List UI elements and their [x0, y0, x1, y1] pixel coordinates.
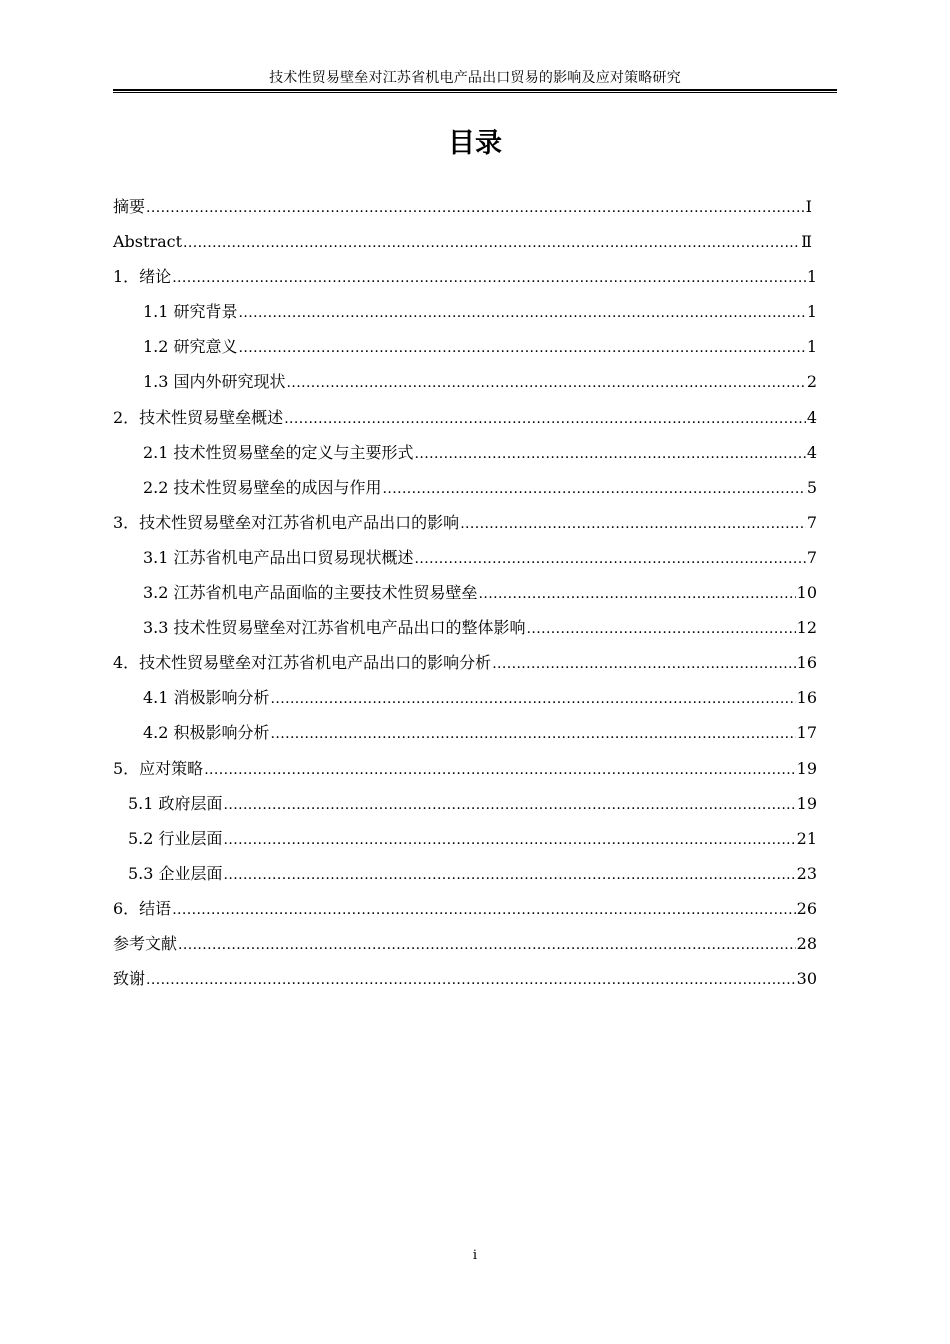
toc-entry-page: Ⅰ	[805, 197, 812, 216]
toc-entry-label: 1.3 国内外研究现状	[143, 372, 286, 392]
toc-entry-label: 5.2 行业层面	[128, 828, 223, 848]
toc-dot-leader	[239, 331, 806, 366]
toc-dot-leader	[527, 612, 796, 647]
toc-entry-page: 26	[796, 898, 817, 918]
toc-entry-page: 23	[796, 863, 817, 883]
running-header: 技术性贸易壁垒对江苏省机电产品出口贸易的影响及应对策略研究	[269, 70, 681, 86]
toc-entry-label: 4．技术性贸易壁垒对江苏省机电产品出口的影响分析	[113, 653, 492, 673]
toc-entry-page: 7	[806, 512, 817, 532]
toc-entry-label: 3．技术性贸易壁垒对江苏省机电产品出口的影响	[113, 512, 460, 532]
toc-entry[interactable]	[113, 294, 817, 329]
toc-entry-label: Abstract	[113, 232, 183, 252]
toc-entry-label: 4.1 消极影响分析	[143, 688, 270, 708]
toc-dot-leader	[383, 472, 806, 507]
toc-entry[interactable]	[113, 715, 817, 750]
toc-entry-page: 4	[806, 442, 817, 462]
toc-entry-label: 参考文献	[113, 933, 178, 953]
toc-entry-page: 1	[806, 302, 817, 322]
toc-entry-label: 5.1 政府层面	[128, 793, 223, 813]
toc-entry[interactable]	[113, 926, 817, 961]
toc-entry-page: 16	[796, 653, 817, 673]
toc-entry-label: 2．技术性贸易壁垒概述	[113, 407, 284, 427]
toc-entry-page: 10	[796, 583, 817, 603]
toc-dot-leader	[460, 507, 806, 542]
toc-dot-leader	[271, 682, 796, 717]
toc-entry-page: 19	[796, 793, 817, 813]
toc-dot-leader	[479, 577, 796, 612]
header-double-rule	[113, 89, 837, 93]
toc-dot-leader	[172, 261, 806, 296]
toc-entry-label: 1.2 研究意义	[143, 337, 238, 357]
toc-entry[interactable]	[113, 505, 817, 540]
toc-entry-page: 1	[806, 267, 817, 287]
toc-entry-label: 5.3 企业层面	[128, 863, 223, 883]
toc-entry-label: 2.1 技术性贸易壁垒的定义与主要形式	[143, 442, 414, 462]
toc-dot-leader	[271, 717, 796, 752]
toc-entry[interactable]	[113, 259, 817, 294]
toc-entry[interactable]	[113, 575, 817, 610]
toc-dot-leader	[172, 893, 795, 928]
toc-entry-page: 1	[806, 337, 817, 357]
toc-entry[interactable]	[113, 364, 817, 399]
toc-dot-leader	[239, 296, 806, 331]
toc-entry[interactable]	[113, 751, 817, 786]
toc-entry[interactable]	[113, 645, 817, 680]
toc-dot-leader	[183, 226, 800, 261]
page-number: i	[472, 1248, 478, 1263]
toc-entry-label: 2.2 技术性贸易壁垒的成因与作用	[143, 477, 382, 497]
toc-entry-label: 1．绪论	[113, 267, 172, 287]
toc-entry-label: 3.1 江苏省机电产品出口贸易现状概述	[143, 547, 414, 567]
toc-dot-leader	[492, 647, 795, 682]
toc-dot-leader	[415, 542, 806, 577]
toc-entry[interactable]	[113, 891, 817, 926]
toc-dot-leader	[204, 753, 795, 788]
toc-entry[interactable]	[113, 470, 817, 505]
toc-entry[interactable]	[113, 224, 817, 259]
toc-entry-page: 12	[796, 618, 817, 638]
toc-dot-leader	[146, 963, 796, 998]
toc-entry-page: 5	[806, 477, 817, 497]
toc-entry-label: 5．应对策略	[113, 758, 204, 778]
toc-entry[interactable]	[113, 786, 817, 821]
toc-dot-leader	[284, 402, 806, 437]
toc-entry-label: 3.3 技术性贸易壁垒对江苏省机电产品出口的整体影响	[143, 618, 526, 638]
toc-entry[interactable]	[113, 189, 817, 224]
toc-dot-leader	[224, 858, 796, 893]
toc-entry-page: 17	[796, 723, 817, 743]
table-of-contents	[113, 189, 817, 996]
toc-entry-page: Ⅱ	[801, 232, 812, 252]
toc-entry[interactable]	[113, 610, 817, 645]
toc-entry[interactable]	[113, 329, 817, 364]
toc-entry-label: 致谢	[113, 969, 146, 989]
toc-dot-leader	[224, 788, 796, 823]
toc-entry-page: 28	[796, 933, 817, 953]
toc-entry-label: 6．结语	[113, 898, 172, 918]
toc-entry-page: 30	[796, 969, 817, 989]
toc-entry-label: 3.2 江苏省机电产品面临的主要技术性贸易壁垒	[143, 583, 478, 603]
toc-entry-page: 7	[806, 547, 817, 567]
toc-entry[interactable]	[113, 680, 817, 715]
toc-entry-label: 4.2 积极影响分析	[143, 723, 270, 743]
toc-entry-page: 19	[796, 758, 817, 778]
toc-entry-page: 4	[806, 407, 817, 427]
toc-dot-leader	[224, 823, 796, 858]
toc-entry-page: 2	[806, 372, 817, 392]
toc-dot-leader	[287, 366, 806, 401]
toc-entry-label: 摘要	[113, 197, 146, 216]
toc-entry[interactable]	[113, 435, 817, 470]
toc-dot-leader	[415, 437, 806, 472]
toc-dot-leader	[178, 928, 796, 963]
toc-entry[interactable]	[113, 821, 817, 856]
toc-title: 目录	[448, 128, 502, 159]
toc-entry[interactable]	[113, 400, 817, 435]
toc-entry-page: 16	[796, 688, 817, 708]
toc-entry[interactable]	[113, 856, 817, 891]
toc-entry-page: 21	[796, 828, 817, 848]
toc-entry[interactable]	[113, 540, 817, 575]
toc-entry[interactable]	[113, 961, 817, 996]
toc-entry-label: 1.1 研究背景	[143, 302, 238, 322]
toc-dot-leader	[146, 191, 805, 226]
